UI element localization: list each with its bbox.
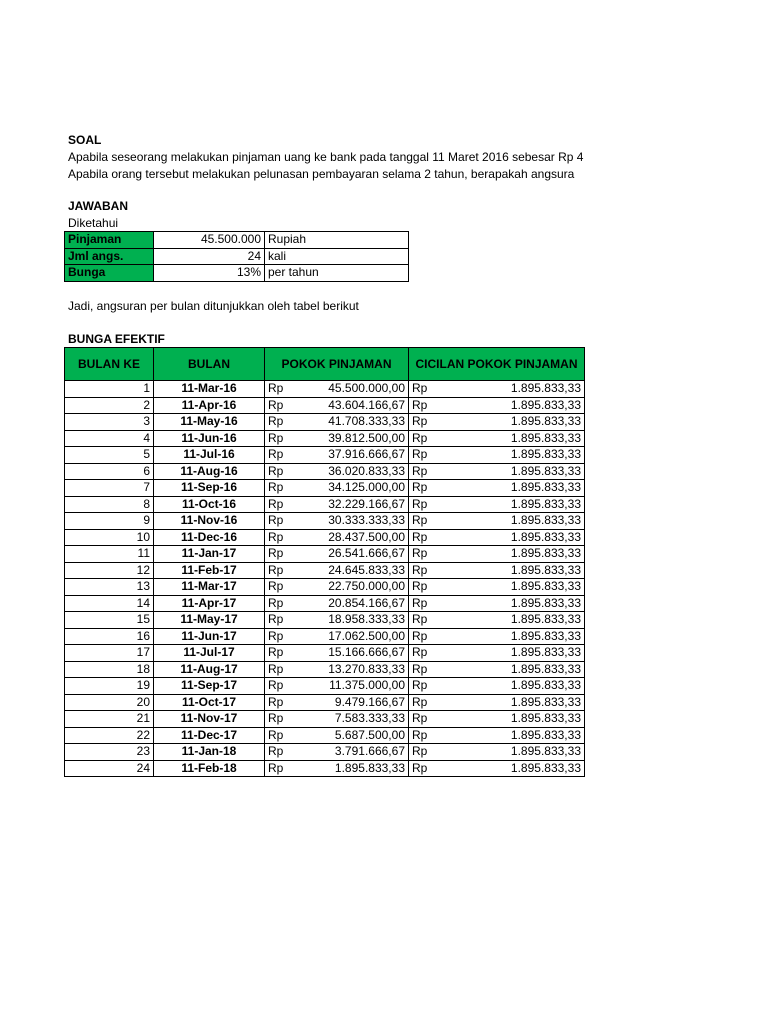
cell-cicilan: [409, 628, 585, 645]
cell-cicilan: [409, 496, 585, 513]
currency-label: Rp: [412, 661, 428, 676]
currency-label: Rp: [412, 711, 428, 726]
pokok-amount: 43.604.166,67: [328, 397, 405, 412]
cell-cicilan: [409, 678, 585, 695]
currency-label: Rp: [268, 711, 284, 726]
cell-pokok: [265, 496, 409, 513]
info-value: 24: [154, 248, 265, 265]
cicilan-amount: 1.895.833,33: [510, 694, 581, 709]
cell-pokok: [265, 562, 409, 579]
cicilan-amount: 1.895.833,33: [510, 727, 581, 742]
cell-bulan: 11-Sep-17: [154, 678, 265, 695]
currency-label: Rp: [268, 397, 284, 412]
pokok-amount: 17.062.500,00: [328, 628, 405, 643]
currency-label: Rp: [412, 480, 428, 495]
cell-bulan: 11-Oct-17: [154, 694, 265, 711]
cell-bulan-ke: 12: [65, 562, 154, 579]
cell-pokok: [265, 645, 409, 662]
currency-label: Rp: [412, 529, 428, 544]
info-unit: Rupiah: [265, 232, 409, 249]
cicilan-amount: 1.895.833,33: [510, 414, 581, 429]
cell-pokok: [265, 612, 409, 629]
soal-line-1: Apabila seseorang melakukan pinjaman uang ke bank pada tanggal 11 Maret 2016 sebesar Rp 4: [68, 150, 584, 164]
currency-label: Rp: [412, 727, 428, 742]
cicilan-amount: 1.895.833,33: [510, 447, 581, 462]
soal-line-2: Apabila orang tersebut melakukan pelunasan pembayaran selama 2 tahun, berapakah angsura: [68, 167, 575, 181]
cicilan-amount: 1.895.833,33: [510, 760, 581, 775]
header-bulan-ke: BULAN KE: [65, 348, 154, 381]
cell-bulan: 11-Jul-17: [154, 645, 265, 662]
currency-label: Rp: [412, 744, 428, 759]
cell-pokok: [265, 513, 409, 530]
currency-label: Rp: [412, 546, 428, 561]
cell-pokok: [265, 661, 409, 678]
cell-pokok: [265, 628, 409, 645]
cell-pokok: [265, 711, 409, 728]
pokok-amount: 24.645.833,33: [328, 562, 405, 577]
currency-label: Rp: [412, 694, 428, 709]
cell-bulan: 11-Feb-18: [154, 760, 265, 777]
currency-label: Rp: [268, 496, 284, 511]
pokok-amount: 20.854.166,67: [328, 595, 405, 610]
currency-label: Rp: [412, 430, 428, 445]
table-row: [65, 480, 585, 497]
info-row: [65, 248, 409, 265]
cell-bulan: 11-Jun-16: [154, 430, 265, 447]
cicilan-amount: 1.895.833,33: [510, 546, 581, 561]
cicilan-amount: 1.895.833,33: [510, 430, 581, 445]
currency-label: Rp: [412, 381, 428, 396]
pokok-amount: 7.583.333,33: [334, 711, 405, 726]
table-row: [65, 397, 585, 414]
jawaban-heading: JAWABAN: [68, 199, 129, 213]
currency-label: Rp: [268, 628, 284, 643]
info-label: Bunga: [65, 265, 154, 282]
cicilan-amount: 1.895.833,33: [510, 579, 581, 594]
table-row: [65, 496, 585, 513]
table-row: [65, 595, 585, 612]
currency-label: Rp: [268, 727, 284, 742]
cell-bulan-ke: 11: [65, 546, 154, 563]
cell-bulan-ke: 8: [65, 496, 154, 513]
info-value: 13%: [154, 265, 265, 282]
cell-cicilan: [409, 562, 585, 579]
info-unit: per tahun: [265, 265, 409, 282]
cell-cicilan: [409, 397, 585, 414]
header-cicilan: CICILAN POKOK PINJAMAN: [409, 348, 585, 381]
cell-pokok: [265, 480, 409, 497]
currency-label: Rp: [412, 463, 428, 478]
cell-bulan: 11-Jul-16: [154, 447, 265, 464]
cell-pokok: [265, 463, 409, 480]
table-row: [65, 381, 585, 398]
currency-label: Rp: [412, 612, 428, 627]
cell-bulan: 11-Apr-17: [154, 595, 265, 612]
table-row: [65, 678, 585, 695]
cell-cicilan: [409, 529, 585, 546]
currency-label: Rp: [412, 645, 428, 660]
currency-label: Rp: [268, 595, 284, 610]
pokok-amount: 15.166.666,67: [328, 645, 405, 660]
table-row: [65, 711, 585, 728]
cell-bulan-ke: 22: [65, 727, 154, 744]
currency-label: Rp: [268, 760, 284, 775]
table-row: [65, 628, 585, 645]
table-row: [65, 546, 585, 563]
currency-label: Rp: [412, 513, 428, 528]
pokok-amount: 1.895.833,33: [334, 760, 405, 775]
cell-cicilan: [409, 463, 585, 480]
table-row: [65, 727, 585, 744]
pokok-amount: 32.229.166,67: [328, 496, 405, 511]
currency-label: Rp: [268, 463, 284, 478]
cicilan-amount: 1.895.833,33: [510, 513, 581, 528]
cell-bulan: 11-Jan-18: [154, 744, 265, 761]
pokok-amount: 26.541.666,67: [328, 546, 405, 561]
currency-label: Rp: [268, 529, 284, 544]
cell-cicilan: [409, 579, 585, 596]
cell-bulan-ke: 14: [65, 595, 154, 612]
currency-label: Rp: [412, 678, 428, 693]
cell-bulan: 11-May-16: [154, 414, 265, 431]
currency-label: Rp: [268, 546, 284, 561]
cicilan-amount: 1.895.833,33: [510, 562, 581, 577]
cell-pokok: [265, 430, 409, 447]
currency-label: Rp: [268, 645, 284, 660]
info-row: [65, 232, 409, 249]
currency-label: Rp: [268, 447, 284, 462]
currency-label: Rp: [412, 562, 428, 577]
table-row: [65, 513, 585, 530]
cell-pokok: [265, 447, 409, 464]
table-row: [65, 744, 585, 761]
cicilan-amount: 1.895.833,33: [510, 628, 581, 643]
currency-label: Rp: [268, 678, 284, 693]
cicilan-amount: 1.895.833,33: [510, 678, 581, 693]
cell-bulan-ke: 9: [65, 513, 154, 530]
pokok-amount: 37.916.666,67: [328, 447, 405, 462]
cell-bulan: 11-Dec-16: [154, 529, 265, 546]
cell-pokok: [265, 744, 409, 761]
cell-bulan: 11-Aug-16: [154, 463, 265, 480]
cell-cicilan: [409, 546, 585, 563]
cell-bulan-ke: 23: [65, 744, 154, 761]
header-bulan: BULAN: [154, 348, 265, 381]
pokok-amount: 3.791.666,67: [334, 744, 405, 759]
cell-bulan: 11-Feb-17: [154, 562, 265, 579]
cell-pokok: [265, 595, 409, 612]
cicilan-amount: 1.895.833,33: [510, 595, 581, 610]
currency-label: Rp: [268, 430, 284, 445]
currency-label: Rp: [412, 414, 428, 429]
currency-label: Rp: [268, 744, 284, 759]
pokok-amount: 5.687.500,00: [334, 727, 405, 742]
table-row: [65, 645, 585, 662]
cell-cicilan: [409, 480, 585, 497]
info-table: [64, 231, 409, 282]
currency-label: Rp: [268, 414, 284, 429]
cell-pokok: [265, 694, 409, 711]
cell-bulan-ke: 10: [65, 529, 154, 546]
header-pokok: POKOK PINJAMAN: [265, 348, 409, 381]
currency-label: Rp: [412, 397, 428, 412]
pokok-amount: 39.812.500,00: [328, 430, 405, 445]
cell-bulan: 11-Aug-17: [154, 661, 265, 678]
cell-pokok: [265, 381, 409, 398]
currency-label: Rp: [412, 595, 428, 610]
table-row: [65, 414, 585, 431]
currency-label: Rp: [412, 579, 428, 594]
cell-bulan: 11-Dec-17: [154, 727, 265, 744]
cell-cicilan: [409, 760, 585, 777]
cell-bulan-ke: 7: [65, 480, 154, 497]
cell-bulan: 11-Nov-17: [154, 711, 265, 728]
pokok-amount: 13.270.833,33: [328, 661, 405, 676]
info-row: [65, 265, 409, 282]
table-row: [65, 694, 585, 711]
cicilan-amount: 1.895.833,33: [510, 397, 581, 412]
currency-label: Rp: [268, 480, 284, 495]
cicilan-amount: 1.895.833,33: [510, 661, 581, 676]
cell-cicilan: [409, 711, 585, 728]
cell-bulan-ke: 6: [65, 463, 154, 480]
table-row: [65, 612, 585, 629]
cell-pokok: [265, 546, 409, 563]
currency-label: Rp: [268, 381, 284, 396]
currency-label: Rp: [268, 513, 284, 528]
cell-pokok: [265, 727, 409, 744]
diketahui-label: Diketahui: [68, 216, 119, 230]
cell-bulan: 11-Jan-17: [154, 546, 265, 563]
pokok-amount: 45.500.000,00: [328, 381, 405, 396]
table-row: [65, 529, 585, 546]
cell-bulan: 11-Jun-17: [154, 628, 265, 645]
cicilan-amount: 1.895.833,33: [510, 480, 581, 495]
cell-bulan: 11-Mar-17: [154, 579, 265, 596]
currency-label: Rp: [268, 612, 284, 627]
cell-bulan-ke: 5: [65, 447, 154, 464]
cell-cicilan: [409, 381, 585, 398]
cell-bulan-ke: 13: [65, 579, 154, 596]
summary-text: Jadi, angsuran per bulan ditunjukkan oleh tabel berikut: [68, 299, 359, 313]
table-header-row: [65, 348, 585, 381]
cell-bulan-ke: 1: [65, 381, 154, 398]
cell-cicilan: [409, 447, 585, 464]
pokok-amount: 30.333.333,33: [328, 513, 405, 528]
table-row: [65, 579, 585, 596]
pokok-amount: 22.750.000,00: [328, 579, 405, 594]
cicilan-amount: 1.895.833,33: [510, 711, 581, 726]
pokok-amount: 11.375.000,00: [329, 678, 405, 693]
pokok-amount: 36.020.833,33: [328, 463, 405, 478]
table-row: [65, 463, 585, 480]
cell-pokok: [265, 529, 409, 546]
cell-pokok: [265, 760, 409, 777]
cell-bulan-ke: 2: [65, 397, 154, 414]
cell-bulan: 11-Sep-16: [154, 480, 265, 497]
info-unit: kali: [265, 248, 409, 265]
currency-label: Rp: [412, 496, 428, 511]
cell-cicilan: [409, 612, 585, 629]
cell-bulan-ke: 18: [65, 661, 154, 678]
cell-bulan-ke: 20: [65, 694, 154, 711]
pokok-amount: 41.708.333,33: [328, 414, 405, 429]
cell-pokok: [265, 397, 409, 414]
soal-heading: SOAL: [68, 133, 102, 147]
cicilan-amount: 1.895.833,33: [510, 645, 581, 660]
cell-cicilan: [409, 694, 585, 711]
currency-label: Rp: [412, 447, 428, 462]
currency-label: Rp: [412, 760, 428, 775]
cell-bulan-ke: 24: [65, 760, 154, 777]
cell-bulan-ke: 16: [65, 628, 154, 645]
cell-cicilan: [409, 430, 585, 447]
cell-bulan: 11-Mar-16: [154, 381, 265, 398]
cell-cicilan: [409, 744, 585, 761]
pokok-amount: 34.125.000,00: [328, 480, 405, 495]
cell-pokok: [265, 579, 409, 596]
cell-bulan: 11-May-17: [154, 612, 265, 629]
pokok-amount: 9.479.166,67: [334, 694, 405, 709]
cell-cicilan: [409, 595, 585, 612]
cell-cicilan: [409, 513, 585, 530]
currency-label: Rp: [412, 628, 428, 643]
cell-bulan-ke: 21: [65, 711, 154, 728]
table-row: [65, 661, 585, 678]
cicilan-amount: 1.895.833,33: [510, 496, 581, 511]
info-label: Pinjaman: [65, 232, 154, 249]
cell-bulan-ke: 3: [65, 414, 154, 431]
table-row: [65, 430, 585, 447]
table-row: [65, 760, 585, 777]
section-title: BUNGA EFEKTIF: [68, 332, 165, 346]
cicilan-amount: 1.895.833,33: [510, 463, 581, 478]
cell-bulan: 11-Apr-16: [154, 397, 265, 414]
currency-label: Rp: [268, 562, 284, 577]
cell-cicilan: [409, 727, 585, 744]
cicilan-amount: 1.895.833,33: [510, 744, 581, 759]
pokok-amount: 18.958.333,33: [328, 612, 405, 627]
cell-bulan-ke: 15: [65, 612, 154, 629]
currency-label: Rp: [268, 694, 284, 709]
currency-label: Rp: [268, 579, 284, 594]
cicilan-amount: 1.895.833,33: [510, 529, 581, 544]
currency-label: Rp: [268, 661, 284, 676]
info-label: Jml angs.: [65, 248, 154, 265]
table-row: [65, 562, 585, 579]
cell-bulan: 11-Oct-16: [154, 496, 265, 513]
pokok-amount: 28.437.500,00: [328, 529, 405, 544]
cell-pokok: [265, 414, 409, 431]
cell-pokok: [265, 678, 409, 695]
cicilan-amount: 1.895.833,33: [510, 612, 581, 627]
cell-bulan-ke: 17: [65, 645, 154, 662]
cell-cicilan: [409, 414, 585, 431]
cicilan-amount: 1.895.833,33: [510, 381, 581, 396]
cell-bulan-ke: 4: [65, 430, 154, 447]
info-value: 45.500.000: [154, 232, 265, 249]
cell-bulan: 11-Nov-16: [154, 513, 265, 530]
installment-table: [64, 347, 585, 777]
cell-cicilan: [409, 661, 585, 678]
cell-bulan-ke: 19: [65, 678, 154, 695]
table-row: [65, 447, 585, 464]
cell-cicilan: [409, 645, 585, 662]
